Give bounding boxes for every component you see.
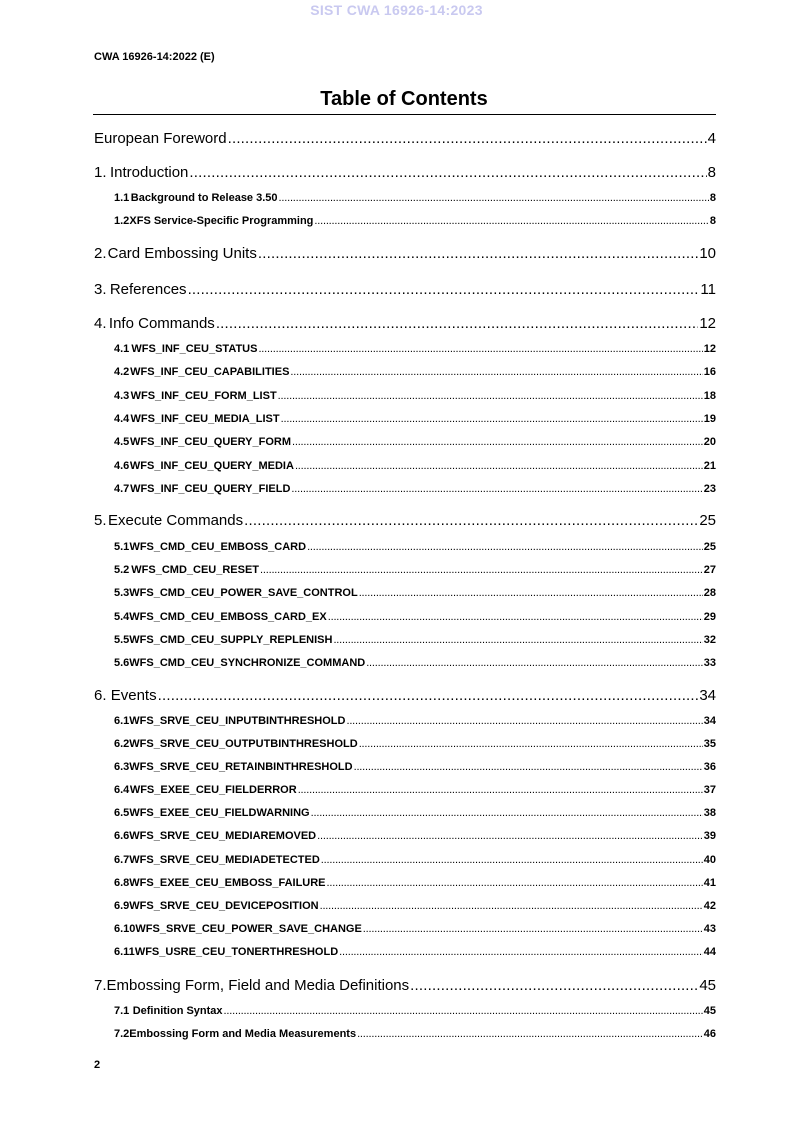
toc-entry-title: WFS_CMD_CEU_EMBOSS_CARD_EX <box>129 611 327 623</box>
toc-subentry[interactable]: 6.1 WFS_SRVE_CEU_INPUTBINTHRESHOLD ..... 34 <box>114 715 716 727</box>
toc-entry-page: 38 <box>703 807 716 819</box>
toc-subentry[interactable]: 6.8 WFS_EXEE_CEU_EMBOSS_FAILURE ..... 41 <box>114 877 716 889</box>
toc-subentry[interactable]: 4.6 WFS_INF_CEU_QUERY_MEDIA ..... 21 <box>114 460 716 472</box>
toc-entry-title: Background to Release 3.50 <box>130 192 278 204</box>
toc-entry-title: WFS_SRVE_CEU_MEDIADETECTED <box>129 854 320 866</box>
toc-entry-page: 32 <box>703 634 716 646</box>
toc-entry-page: 23 <box>703 483 716 495</box>
toc-entry[interactable]: 3. References ..... 11 <box>94 281 716 298</box>
toc-subentry[interactable]: 6.10 WFS_SRVE_CEU_POWER_SAVE_CHANGE ..... 43 <box>114 923 716 935</box>
toc-entry[interactable]: 2. Card Embossing Units ..... 10 <box>94 245 716 262</box>
toc-entry-title: References <box>109 281 187 298</box>
toc-subentry[interactable]: 4.4 WFS_INF_CEU_MEDIA_LIST ..... 19 <box>114 413 716 425</box>
toc-entry-page: 27 <box>703 564 716 576</box>
toc-entry-title: WFS_INF_CEU_STATUS <box>131 343 258 355</box>
toc-entry-page: 36 <box>703 761 716 773</box>
toc-entry-title: WFS_CMD_CEU_EMBOSS_CARD <box>129 541 307 553</box>
toc-entry[interactable]: 5. Execute Commands ..... 25 <box>94 512 716 529</box>
toc-subentry[interactable]: 5.3 WFS_CMD_CEU_POWER_SAVE_CONTROL ..... 28 <box>114 587 716 599</box>
toc-entry-page: 28 <box>703 587 716 599</box>
toc-entry-page: 12 <box>703 343 716 355</box>
toc-subentry[interactable]: 1.1 Background to Release 3.50 ..... 8 <box>114 192 716 204</box>
toc-entry-title: WFS_INF_CEU_QUERY_MEDIA <box>129 460 294 472</box>
toc-entry-page: 20 <box>703 436 716 448</box>
toc-entry-page: 8 <box>709 215 716 227</box>
toc-entry-title: WFS_SRVE_CEU_DEVICEPOSITION <box>129 900 319 912</box>
toc-entry-title: WFS_EXEE_CEU_EMBOSS_FAILURE <box>129 877 326 889</box>
toc-subentry[interactable]: 6.4 WFS_EXEE_CEU_FIELDERROR ..... 37 <box>114 784 716 796</box>
toc-entry-title: Definition Syntax <box>132 1005 223 1017</box>
toc-subentry[interactable]: 6.9 WFS_SRVE_CEU_DEVICEPOSITION ..... 42 <box>114 900 716 912</box>
toc-subentry[interactable]: 4.1 WFS_INF_CEU_STATUS ..... 12 <box>114 343 716 355</box>
toc-entry-title: Introduction <box>110 164 189 181</box>
title-divider <box>93 114 716 115</box>
toc-entry-title: WFS_CMD_CEU_SYNCHRONIZE_COMMAND <box>129 657 366 669</box>
toc-entry-page: 40 <box>703 854 716 866</box>
toc-entry-title: WFS_INF_CEU_CAPABILITIES <box>130 366 290 378</box>
toc-entry-title: WFS_EXEE_CEU_FIELDWARNING <box>129 807 310 819</box>
toc-entry-title: Card Embossing Units <box>107 245 257 262</box>
toc-subentry[interactable]: 7.2 Embossing Form and Media Measurements ..... 46 <box>114 1028 716 1040</box>
toc-entry-title: European Foreword <box>94 130 227 147</box>
toc-entry-page: 33 <box>703 657 716 669</box>
toc-subentry[interactable]: 4.3 WFS_INF_CEU_FORM_LIST ..... 18 <box>114 390 716 402</box>
toc-subentry[interactable]: 5.6 WFS_CMD_CEU_SYNCHRONIZE_COMMAND ..... 33 <box>114 657 716 669</box>
toc-entry-page: 12 <box>699 315 716 332</box>
toc-subentry[interactable]: 5.4 WFS_CMD_CEU_EMBOSS_CARD_EX ..... 29 <box>114 611 716 623</box>
toc-entry-page: 4 <box>707 130 716 147</box>
toc-entry-title: WFS_CMD_CEU_POWER_SAVE_CONTROL <box>129 587 358 599</box>
toc-entry-page: 43 <box>703 923 716 935</box>
toc-entry-page: 34 <box>703 715 716 727</box>
toc-entry-page: 29 <box>703 611 716 623</box>
toc-subentry[interactable]: 6.11 WFS_USRE_CEU_TONERTHRESHOLD ..... 44 <box>114 946 716 958</box>
toc-entry-title: WFS_INF_CEU_MEDIA_LIST <box>130 413 280 425</box>
toc-entry-title: WFS_USRE_CEU_TONERTHRESHOLD <box>134 946 339 958</box>
toc-entry-title: WFS_INF_CEU_FORM_LIST <box>130 390 277 402</box>
toc-entry[interactable]: 7. Embossing Form, Field and Media Definitions ..... 45 <box>94 977 716 994</box>
toc-entry-title: Info Commands <box>108 315 215 332</box>
toc-entry[interactable]: 4. Info Commands ..... 12 <box>94 315 716 332</box>
toc-entry-page: 44 <box>703 946 716 958</box>
toc-entry-page: 19 <box>703 413 716 425</box>
toc-entry[interactable] <box>94 130 716 147</box>
toc-entry-page: 46 <box>703 1028 716 1040</box>
toc-entry-title: WFS_SRVE_CEU_MEDIAREMOVED <box>129 830 317 842</box>
toc-subentry[interactable]: 1.2 XFS Service-Specific Programming ..... 8 <box>114 215 716 227</box>
toc-entry-page: 45 <box>699 977 716 994</box>
toc-entry-title: WFS_INF_CEU_QUERY_FIELD <box>130 483 291 495</box>
watermark: SIST CWA 16926-14:2023 <box>310 2 483 18</box>
toc-entry-page: 18 <box>703 390 716 402</box>
toc-entry-title: WFS_EXEE_CEU_FIELDERROR <box>129 784 297 796</box>
toc-entry-page: 42 <box>703 900 716 912</box>
toc-entry-title: Events <box>110 687 157 704</box>
toc-entry-page: 35 <box>703 738 716 750</box>
page-title: Table of Contents <box>320 88 488 110</box>
toc-entry-page: 37 <box>703 784 716 796</box>
toc-entry-title: WFS_CMD_CEU_RESET <box>131 564 260 576</box>
toc-entry-page: 21 <box>703 460 716 472</box>
toc-entry-title: WFS_CMD_CEU_SUPPLY_REPLENISH <box>129 634 333 646</box>
toc-subentry[interactable]: 6.6 WFS_SRVE_CEU_MEDIAREMOVED ..... 39 <box>114 830 716 842</box>
toc-subentry[interactable]: 4.2 WFS_INF_CEU_CAPABILITIES ..... 16 <box>114 366 716 378</box>
toc-subentry[interactable]: 5.5 WFS_CMD_CEU_SUPPLY_REPLENISH ..... 32 <box>114 634 716 646</box>
toc-entry-page: 39 <box>703 830 716 842</box>
toc-entry-page: 11 <box>700 281 716 298</box>
toc-entry-page: 45 <box>703 1005 716 1017</box>
toc-subentry[interactable]: 6.3 WFS_SRVE_CEU_RETAINBINTHRESHOLD ..... 36 <box>114 761 716 773</box>
toc-entry[interactable]: 1. Introduction ..... 8 <box>94 164 716 181</box>
toc-subentry[interactable]: 7.1 Definition Syntax ..... 45 <box>114 1005 716 1017</box>
toc-entry-title: WFS_SRVE_CEU_INPUTBINTHRESHOLD <box>129 715 346 727</box>
toc-entry-page: 41 <box>703 877 716 889</box>
toc-entry-title: XFS Service-Specific Programming <box>129 215 314 227</box>
toc-entry-title: Embossing Form, Field and Media Definitions <box>106 977 410 994</box>
toc-subentry[interactable]: 5.2 WFS_CMD_CEU_RESET ..... 27 <box>114 564 716 576</box>
toc-entry-title: WFS_INF_CEU_QUERY_FORM <box>130 436 291 448</box>
toc-entry-page: 25 <box>703 541 716 553</box>
toc-entry-title: Execute Commands <box>108 512 244 529</box>
page-number: 2 <box>94 1059 101 1071</box>
toc-subentry[interactable]: 5.1 WFS_CMD_CEU_EMBOSS_CARD ..... 25 <box>114 541 716 553</box>
toc-subentry[interactable]: 4.5 WFS_INF_CEU_QUERY_FORM ..... 20 <box>114 436 716 448</box>
toc-entry-page: 8 <box>707 164 716 181</box>
document-id: CWA 16926-14:2022 (E) <box>94 51 215 63</box>
toc-entry-title: Embossing Form and Media Measurements <box>129 1028 357 1040</box>
toc-entry-page: 8 <box>709 192 716 204</box>
toc-entry-page: 16 <box>703 366 716 378</box>
toc-entry-title: WFS_SRVE_CEU_POWER_SAVE_CHANGE <box>135 923 362 935</box>
toc-entry-page: 34 <box>699 687 716 704</box>
toc-entry[interactable]: 6. Events ..... 34 <box>94 687 716 704</box>
toc-subentry[interactable]: 6.5 WFS_EXEE_CEU_FIELDWARNING ..... 38 <box>114 807 716 819</box>
toc-entry-page: 10 <box>699 245 716 262</box>
toc-subentry[interactable]: 6.2 WFS_SRVE_CEU_OUTPUTBINTHRESHOLD ..... 35 <box>114 738 716 750</box>
toc-entry-title: WFS_SRVE_CEU_OUTPUTBINTHRESHOLD <box>129 738 358 750</box>
toc-entry-title: WFS_SRVE_CEU_RETAINBINTHRESHOLD <box>129 761 353 773</box>
toc-entry-page: 25 <box>699 512 716 529</box>
toc-subentry[interactable]: 6.7 WFS_SRVE_CEU_MEDIADETECTED ..... 40 <box>114 854 716 866</box>
toc-subentry[interactable]: 4.7 WFS_INF_CEU_QUERY_FIELD ..... 23 <box>114 483 716 495</box>
